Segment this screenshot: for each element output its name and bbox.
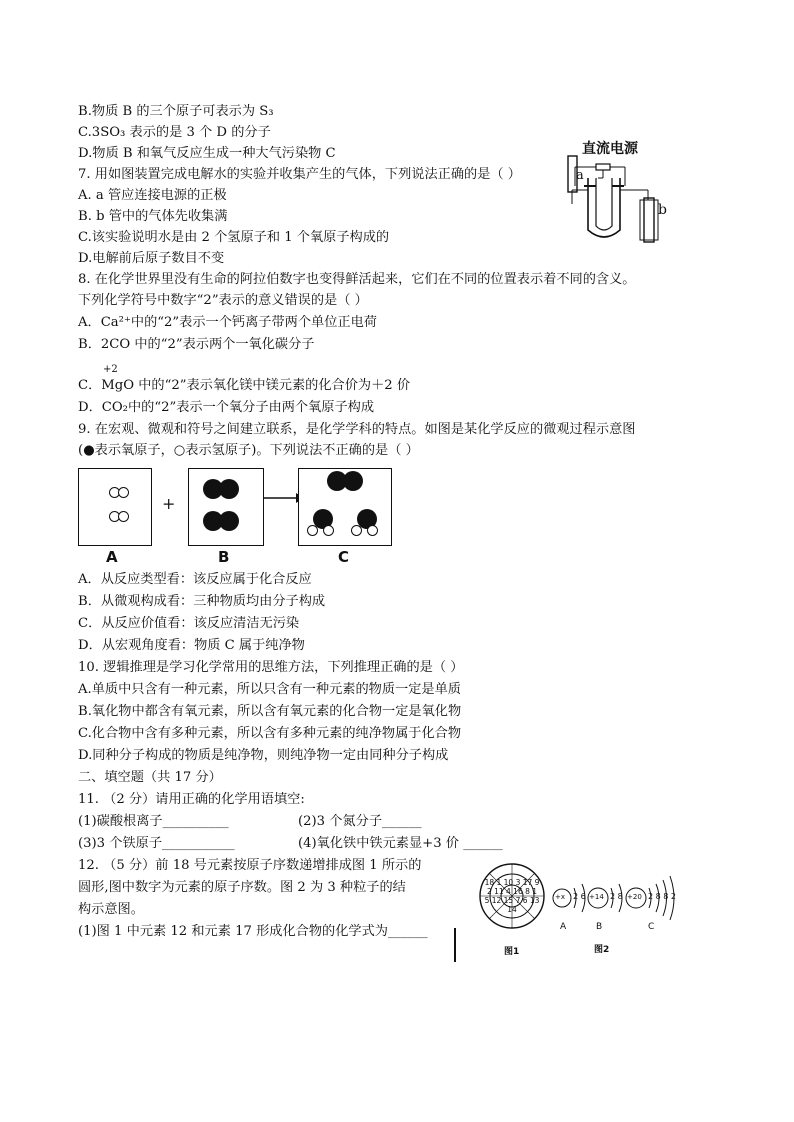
option-c-q8: C．MgO 中的“2”表示氧化镁中镁元素的化合价为＋2 价 xyxy=(78,378,411,393)
particle-b-nucleus: +14 xyxy=(589,893,604,901)
hydrogen-atom xyxy=(118,487,129,498)
question-12: 12. （5 分）前 18 号元素按原子序数递增排成图 1 所示的 xyxy=(78,858,422,873)
box-b xyxy=(188,468,264,546)
option-d-q8: D．CO₂中的“2”表示一个氧分子由两个氧原子构成 xyxy=(78,400,375,415)
label-b: B xyxy=(218,548,230,566)
label-c: C xyxy=(338,548,350,566)
figure2-caption: 图2 xyxy=(594,945,610,955)
option-d-q6: D.物质 B 和氧气反应生成一种大气污染物 C xyxy=(78,146,336,161)
option-b-q9: B．从微观构成看：三种物质均由分子构成 xyxy=(78,594,326,609)
question-7: 7. 用如图装置完成电解水的实验并收集产生的气体，下列说法正确的是（ ） xyxy=(78,167,521,182)
question-12-cont2: 构示意图。 xyxy=(78,902,144,917)
option-a-q9: A．从反应类型看：该反应属于化合反应 xyxy=(78,572,312,587)
electrolysis-figure xyxy=(560,138,690,250)
question-11: 11. （2 分）请用正确的化学用语填空: xyxy=(78,792,305,807)
q11-part3: (3)3 个铁原子___________ xyxy=(78,836,235,851)
question-10: 10. 逻辑推理是学习化学常用的思维方法，下列推理正确的是（ ） xyxy=(78,660,464,675)
margin-line xyxy=(454,928,456,962)
label-a: A xyxy=(106,548,118,566)
particle-a-label: A xyxy=(560,922,567,932)
q12-part1: (1)图 1 中元素 12 和元素 17 形成化合物的化学式为______ xyxy=(78,924,428,939)
particle-b-label: B xyxy=(596,922,603,932)
hydrogen-atom xyxy=(323,525,334,536)
particle-c-shells: 2 8 8 2 xyxy=(648,892,676,901)
option-d-q10: D.同种分子构成的物质是纯净物，则纯净物一定由同种分子构成 xyxy=(78,748,449,763)
option-c-q7: C.该实验说明水是由 2 个氢原子和 1 个氧原子构成的 xyxy=(78,230,390,245)
option-c-q6: C.3SO₃ 表示的是 3 个 D 的分子 xyxy=(78,125,271,140)
valence-mark: +2 xyxy=(103,364,118,375)
option-a-q10: A.单质中只含有一种元素，所以只含有一种元素的物质一定是单质 xyxy=(78,682,461,697)
q11-part2: (2)3 个氮分子______ xyxy=(298,814,422,829)
hydrogen-atom xyxy=(118,511,129,522)
oxygen-atom xyxy=(219,479,239,499)
question-9: 9. 在宏观、微观和符号之间建立联系，是化学学科的特点。如图是某化学反应的微观过程示意图 xyxy=(78,422,636,437)
option-b-q10: B.氧化物中都含有氧元素，所以含有氧元素的化合物一定是氧化物 xyxy=(78,704,462,719)
q11-part1: (1)碳酸根离子__________ xyxy=(78,814,229,829)
particle-a-nucleus: +x xyxy=(555,893,566,901)
q11-part4: (4)氧化铁中铁元素显+3 价 ______ xyxy=(298,836,503,851)
option-d-q7: D.电解前后原子数目不变 xyxy=(78,251,225,266)
question-12-cont: 圆形,图中数字为元素的原子序数。图 2 为 3 种粒子的结 xyxy=(78,880,406,895)
power-source-label: 直流电源 xyxy=(582,141,638,157)
particle-b-shells: 2 8 xyxy=(610,892,623,901)
option-c-q10: C.化合物中含有多种元素，所以含有多种元素的纯净物属于化合物 xyxy=(78,726,462,741)
option-d-q9: D．从宏观角度看：物质 C 属于纯净物 xyxy=(78,638,305,653)
question-8: 8. 在化学世界里没有生命的阿拉伯数字也变得鲜活起来，它们在不同的位置表示着不同的含义。 xyxy=(78,272,636,287)
option-c-q9: C．从反应价值看：该反应清洁无污染 xyxy=(78,616,300,631)
hydrogen-atom xyxy=(307,525,318,536)
oxygen-atom xyxy=(343,471,363,491)
hydrogen-atom xyxy=(351,525,362,536)
box-a xyxy=(78,468,152,546)
box-c xyxy=(298,468,392,546)
option-b-q8: B．2CO 中的“2”表示两个一氧化碳分子 xyxy=(78,337,315,352)
option-a-q7: A. a 管应连接电源的正极 xyxy=(78,188,227,203)
electrolysis-drawing xyxy=(560,138,690,250)
figure1-numbers: 18 1 10 3 17 9 2 11 4 16 8 1 5 12 15 7 6 13 14 xyxy=(484,878,540,914)
particle-a-shells: 2 6 xyxy=(573,892,586,901)
tube-b-label: b xyxy=(658,202,667,218)
tube-a-label: a xyxy=(576,168,584,183)
particle-c-label: C xyxy=(648,922,655,932)
oxygen-atom xyxy=(219,511,239,531)
option-b-q6: B.物质 B 的三个原子可表示为 S₃ xyxy=(78,104,274,119)
question-8-cont: 下列化学符号中数字“2”表示的意义错误的是（ ） xyxy=(78,293,368,308)
section-2-heading: 二、填空题（共 17 分） xyxy=(78,770,222,785)
hydrogen-atom xyxy=(367,525,378,536)
option-b-q7: B. b 管中的气体先收集满 xyxy=(78,209,228,224)
figure1-caption: 图1 xyxy=(504,947,520,957)
element-figures xyxy=(478,860,698,960)
question-9-cont: (●表示氧原子，○表示氢原子)。下列说法不正确的是（ ） xyxy=(78,443,419,458)
option-a-q8: A．Ca²⁺中的“2”表示一个钙离子带两个单位正电荷 xyxy=(78,315,377,330)
particle-c-nucleus: +20 xyxy=(627,893,642,901)
plus-sign: + xyxy=(162,494,176,513)
reaction-diagram xyxy=(76,468,406,568)
